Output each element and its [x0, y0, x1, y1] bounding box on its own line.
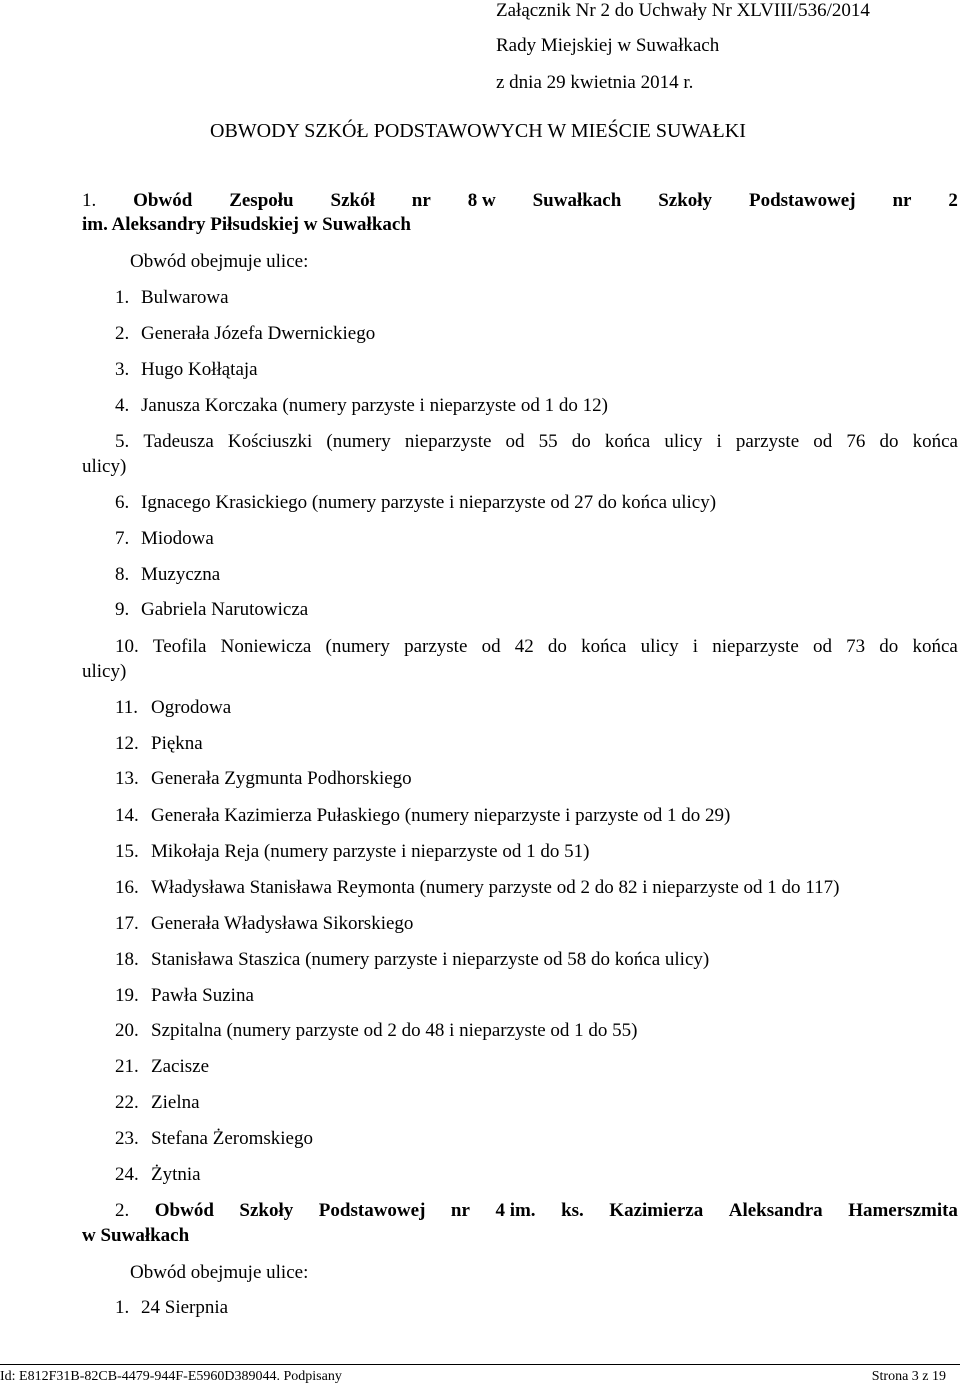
section-1-heading-word: 1.: [82, 190, 97, 211]
footer-document-id: Id: E812F31B-82CB-4479-944F-E5960D389044. Podpisany: [0, 1369, 342, 1384]
section-2-heading-cont: w Suwałkach: [82, 1225, 190, 1246]
section-1-heading-word: 8 w: [467, 190, 496, 211]
list-item: [115, 805, 730, 827]
list-item-text: Stanisława Staszica (numery parzyste i nieparzyste od 58 do końca ulicy): [151, 949, 710, 970]
list-item: [115, 599, 308, 621]
list-item-number: 13.: [115, 768, 139, 789]
list-item-number: 23.: [115, 1128, 139, 1149]
list-item-number: 16.: [115, 877, 139, 898]
list-item-word: (numery: [326, 431, 391, 452]
section-2-heading-word: Podstawowej: [318, 1200, 426, 1221]
list-item: [115, 1164, 201, 1186]
section-1-heading-word: nr: [411, 190, 431, 211]
section-2-heading-word: Aleksandra: [728, 1200, 823, 1221]
list-item-text: Generała Kazimierza Pułaskiego (numery nieparzyste i parzyste od 1 do 29): [151, 805, 731, 826]
list-item: [115, 1020, 638, 1042]
section-2-heading-word: ks.: [561, 1200, 584, 1221]
list-item-text: Ignacego Krasickiego (numery parzyste i nieparzyste od 27 do końca ulicy): [141, 492, 717, 513]
list-item-text: Szpitalna (numery parzyste od 2 do 48 i nieparzyste od 1 do 55): [151, 1020, 638, 1041]
list-item: [115, 877, 839, 899]
list-item-text: Generała Władysława Sikorskiego: [151, 913, 414, 934]
list-item-word: 73: [846, 636, 866, 657]
list-item-word: i: [716, 431, 722, 452]
list-item-word: od: [813, 431, 833, 452]
list-item-word: końca: [604, 431, 651, 452]
list-item-number: 1.: [115, 1297, 130, 1318]
list-item-word: do: [571, 431, 591, 452]
list-item: [115, 697, 231, 719]
header-attachment-line: Załącznik Nr 2 do Uchwały Nr XLVIII/536/2014: [496, 0, 870, 21]
list-item-word: parzyste: [735, 431, 800, 452]
list-item-text: Stefana Żeromskiego: [151, 1128, 313, 1149]
section-1-heading-word: Podstawowej: [748, 190, 856, 211]
list-item-word: i: [692, 636, 699, 657]
section-2-intro: Obwód obejmuje ulice:: [130, 1262, 309, 1283]
list-item-text: Miodowa: [141, 528, 214, 549]
section-1-heading-word: Szkoły: [658, 190, 713, 211]
list-item: [115, 841, 589, 863]
list-item-number: 20.: [115, 1020, 139, 1041]
list-item-text: Muzyczna: [141, 564, 221, 585]
list-item-word: 42: [514, 636, 534, 657]
list-item: [115, 395, 608, 417]
list-item: [115, 323, 375, 345]
list-item-word: Teofila: [152, 636, 207, 657]
section-1-heading-word: 2: [948, 190, 958, 211]
section-1-heading-cont: im. Aleksandry Piłsudskiej w Suwałkach: [82, 214, 411, 235]
list-item-text: Ogrodowa: [151, 697, 232, 718]
list-item-number: 17.: [115, 913, 139, 934]
list-item: [115, 431, 958, 453]
list-item-word: od: [505, 431, 525, 452]
section-1-heading-word: Suwałkach: [532, 190, 622, 211]
section-2-heading: [115, 1200, 958, 1222]
section-2-heading-word: nr: [450, 1200, 470, 1221]
list-item-number: 18.: [115, 949, 139, 970]
header-date-line: z dnia 29 kwietnia 2014 r.: [496, 72, 694, 93]
list-item-number: 10.: [115, 636, 139, 657]
list-item-number: 9.: [115, 599, 130, 620]
list-item-word: końca: [912, 431, 958, 452]
list-item-number: 7.: [115, 528, 130, 549]
section-1-heading-word: Zespołu: [229, 190, 294, 211]
header-council-line: Rady Miejskiej w Suwałkach: [496, 35, 720, 56]
list-item-number: 24.: [115, 1164, 139, 1185]
footer-page-number: Strona 3 z 19: [871, 1369, 946, 1384]
list-item: [115, 636, 958, 658]
list-item-number: 22.: [115, 1092, 139, 1113]
list-item-cont: ulicy): [82, 661, 127, 682]
list-item-number: 8.: [115, 564, 130, 585]
list-item-word: Noniewicza: [220, 636, 312, 657]
list-item-word: nieparzyste: [404, 431, 492, 452]
list-item-text: 24 Sierpnia: [141, 1297, 229, 1318]
list-item-word: parzyste: [404, 636, 468, 657]
list-item-number: 12.: [115, 733, 139, 754]
list-item: [115, 287, 229, 309]
section-1-heading-word: Szkół: [330, 190, 375, 211]
list-item: [115, 949, 709, 971]
list-item-word: do: [547, 636, 567, 657]
list-item: [115, 1297, 228, 1319]
list-item-word: 55: [538, 431, 558, 452]
list-item-word: Kościuszki: [227, 431, 313, 452]
list-item-word: nieparzyste: [712, 636, 799, 657]
list-item: [115, 528, 214, 550]
list-item-word: końca: [581, 636, 627, 657]
list-item-text: Piękna: [151, 733, 203, 754]
section-2-heading-word: Szkoły: [239, 1200, 294, 1221]
list-item-number: 19.: [115, 985, 139, 1006]
section-2-heading-word: 4 im.: [495, 1200, 536, 1221]
section-1-heading: [82, 190, 958, 212]
list-item-word: ulicy: [664, 431, 703, 452]
list-item-text: Władysława Stanisława Reymonta (numery parzyste od 2 do 82 i nieparzyste od 1 do 117): [151, 877, 840, 898]
list-item-number: 15.: [115, 841, 139, 862]
section-2-heading-word: Obwód: [154, 1200, 214, 1221]
document-title: OBWODY SZKÓŁ PODSTAWOWYCH W MIEŚCIE SUWAŁKI: [210, 120, 746, 142]
section-1-intro: Obwód obejmuje ulice:: [130, 251, 309, 272]
list-item-text: Gabriela Narutowicza: [141, 599, 309, 620]
list-item-text: Pawła Suzina: [151, 985, 254, 1006]
section-1-heading-word: nr: [892, 190, 912, 211]
list-item: [115, 985, 254, 1007]
list-item: [115, 1092, 200, 1114]
list-item-cont: ulicy): [82, 456, 127, 477]
list-item-text: Zielna: [151, 1092, 200, 1113]
section-2-heading-word: Hamerszmita: [848, 1200, 958, 1221]
list-item: [115, 1056, 209, 1078]
list-item: [115, 492, 716, 514]
list-item-text: Żytnia: [151, 1164, 201, 1185]
list-item-text: Zacisze: [151, 1056, 210, 1077]
list-item-text: Generała Józefa Dwernickiego: [141, 323, 376, 344]
list-item-text: Mikołaja Reja (numery parzyste i nieparzyste od 1 do 51): [151, 841, 590, 862]
list-item: [115, 913, 413, 935]
section-2-heading-word: 2.: [115, 1200, 130, 1221]
section-2-heading-word: Kazimierza: [609, 1200, 704, 1221]
list-item: [115, 359, 258, 381]
list-item-number: 21.: [115, 1056, 139, 1077]
list-item-word: (numery: [325, 636, 390, 657]
list-item-number: 11.: [115, 697, 139, 718]
list-item-word: od: [481, 636, 501, 657]
list-item-text: Generała Zygmunta Podhorskiego: [151, 768, 412, 789]
footer-divider: [0, 1364, 960, 1365]
list-item-number: 14.: [115, 805, 139, 826]
list-item-word: końca: [912, 636, 958, 657]
list-item-word: do: [879, 636, 899, 657]
list-item: [115, 564, 220, 586]
list-item-text: Janusza Korczaka (numery parzyste i nieparzyste od 1 do 12): [141, 395, 608, 416]
list-item-number: 2.: [115, 323, 130, 344]
list-item: [115, 1128, 313, 1150]
list-item-number: 6.: [115, 492, 130, 513]
list-item-word: 76: [846, 431, 866, 452]
list-item-word: Tadeusza: [143, 431, 214, 452]
list-item: [115, 768, 412, 790]
list-item: [115, 733, 203, 755]
list-item-word: do: [879, 431, 899, 452]
list-item-number: 4.: [115, 395, 130, 416]
list-item-number: 5.: [115, 431, 130, 452]
list-item-word: od: [812, 636, 832, 657]
list-item-text: Bulwarowa: [141, 287, 229, 308]
section-1-heading-word: Obwód: [133, 190, 193, 211]
list-item-number: 3.: [115, 359, 130, 380]
list-item-word: ulicy: [640, 636, 679, 657]
list-item-text: Hugo Kołłątaja: [141, 359, 258, 380]
list-item-number: 1.: [115, 287, 130, 308]
